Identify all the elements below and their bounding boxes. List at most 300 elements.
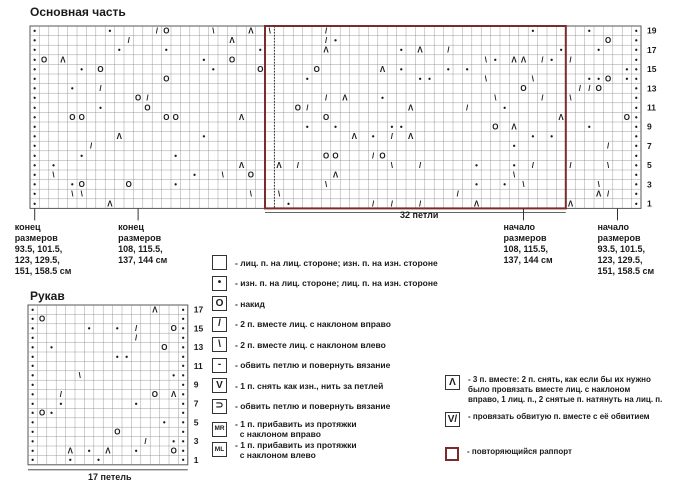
main-stitch-symbol: / [306, 103, 309, 113]
main-stitch-symbol: • [193, 170, 196, 180]
main-stitch-symbol: / [541, 55, 544, 65]
sleeve-stitch-symbol: • [181, 455, 185, 465]
legend-symbol-icon: O [212, 296, 227, 311]
legend-text: - 1 п. прибавить из протяжки с наклоном вправо [235, 419, 357, 439]
sleeve-chart-title: Рукав [30, 289, 65, 303]
main-stitch-symbol: / [390, 132, 394, 142]
main-stitch-symbol: / [588, 84, 591, 94]
main-stitch-symbol: Λ [238, 112, 245, 122]
main-stitch-symbol: O [69, 112, 76, 122]
legend-symbol-icon: • [212, 276, 227, 291]
sleeve-chart-grid [0, 0, 230, 487]
main-stitch-symbol: \ [494, 93, 497, 103]
sleeve-stitch-symbol: • [31, 361, 35, 371]
main-stitch-symbol: • [634, 141, 638, 151]
main-stitch-symbol: O [294, 103, 302, 113]
sleeve-stitch-symbol: O [114, 427, 121, 437]
main-stitch-symbol: O [623, 112, 631, 122]
legend-right-text: - 3 п. вместе: 2 п. снять, как если бы их нужно было провязать вместе лиц. с наклоном вправо, 1 лиц. п., 2 снятые п. натянуть на лиц. п. [468, 375, 663, 404]
main-stitch-symbol: Λ [520, 55, 527, 65]
main-stitch-symbol: • [634, 189, 638, 199]
main-stitch-symbol: \ [522, 180, 525, 190]
main-stitch-symbol: Λ [332, 170, 339, 180]
sleeve-stitch-symbol: • [181, 418, 185, 428]
main-stitch-symbol: • [33, 189, 37, 199]
main-stitch-symbol: • [202, 132, 206, 142]
main-stitch-symbol: O [172, 112, 179, 122]
main-stitch-symbol: • [33, 199, 37, 209]
sleeve-stitch-symbol: • [181, 305, 185, 315]
main-stitch-symbol: • [305, 74, 309, 84]
legend-row [212, 255, 438, 270]
main-stitch-symbol: \ [606, 160, 610, 170]
legend-text: - накид [235, 298, 265, 309]
sleeve-stitch-symbol: • [181, 314, 185, 324]
sleeve-stitch-symbol: • [115, 352, 119, 362]
main-stitch-symbol: O [78, 112, 85, 122]
sleeve-row-number: 7 [193, 398, 199, 409]
sleeve-stitch-symbol: Λ [105, 446, 111, 456]
sleeve-stitch-symbol: • [181, 361, 185, 371]
sleeve-stitch-symbol: • [31, 436, 35, 446]
main-stitch-symbol: / [371, 199, 375, 209]
sleeve-stitch-symbol: • [31, 455, 35, 465]
main-stitch-symbol: • [428, 74, 431, 84]
sleeve-stitch-symbol: • [31, 408, 35, 418]
main-stitch-symbol: • [634, 170, 638, 180]
main-stitch-symbol: • [33, 74, 37, 84]
main-stitch-symbol: \ [52, 170, 55, 180]
sleeve-stitch-symbol: / [134, 333, 138, 343]
legend-right-text: - повторяющийся раппорт [467, 447, 572, 456]
sleeve-stitch-symbol: • [97, 455, 100, 465]
main-stitch-symbol: • [559, 45, 563, 55]
main-stitch-symbol: \ [249, 189, 253, 199]
legend-row [212, 317, 391, 332]
sleeve-stitch-caption: 17 петель [88, 472, 132, 482]
main-row-number: 13 [647, 83, 657, 94]
main-stitch-symbol: \ [80, 189, 83, 199]
legend-symbol-icon: MR [212, 422, 227, 437]
sleeve-row-number: 1 [193, 454, 199, 465]
sleeve-stitch-symbol: • [87, 324, 91, 334]
sleeve-stitch-symbol: / [134, 324, 138, 334]
main-stitch-symbol: Λ [351, 132, 357, 142]
main-stitch-symbol: \ [569, 93, 572, 103]
sleeve-stitch-symbol: \ [78, 371, 81, 381]
main-row-number: 11 [647, 102, 656, 113]
main-stitch-symbol: • [33, 84, 37, 94]
sleeve-stitch-symbol: • [87, 446, 91, 456]
legend-symbol-icon: ML [212, 442, 227, 457]
sleeve-row-number: 9 [193, 379, 199, 390]
main-row-number: 3 [647, 179, 652, 190]
main-stitch-symbol: • [634, 64, 638, 74]
size-marker-label: начало размеров 108, 115.5, 137, 144 см [503, 222, 553, 266]
sleeve-stitch-symbol: • [162, 418, 166, 428]
main-stitch-symbol: • [33, 151, 37, 161]
main-stitch-symbol: / [324, 26, 328, 36]
main-stitch-symbol: O [78, 180, 85, 190]
sleeve-stitch-symbol: O [38, 314, 46, 324]
legend-row [212, 440, 357, 460]
main-stitch-symbol: • [33, 64, 37, 74]
sleeve-stitch-symbol: / [59, 389, 63, 399]
legend-text: - обвить петлю и повернуть вязание [235, 401, 391, 411]
legend-row [212, 399, 390, 414]
main-stitch-symbol: \ [390, 160, 394, 170]
main-stitch-symbol: / [127, 36, 130, 46]
sleeve-stitch-symbol: • [31, 418, 35, 428]
main-stitch-symbol: Λ [511, 55, 517, 65]
main-stitch-symbol: / [146, 93, 149, 103]
sleeve-stitch-symbol: / [144, 436, 147, 446]
main-stitch-symbol: Λ [417, 45, 423, 55]
main-stitch-symbol: O [228, 55, 236, 65]
main-stitch-symbol: • [334, 36, 337, 46]
main-row-number: 15 [647, 64, 657, 75]
main-stitch-symbol: \ [531, 74, 535, 84]
main-stitch-symbol: Λ [408, 132, 414, 142]
main-stitch-symbol: / [541, 93, 544, 103]
sleeve-stitch-symbol: • [31, 427, 35, 437]
main-stitch-symbol: / [155, 26, 159, 36]
sleeve-stitch-symbol: • [172, 436, 176, 446]
legend-row [212, 296, 265, 311]
main-stitch-symbol: • [634, 74, 638, 84]
main-stitch-symbol: • [33, 26, 37, 36]
sleeve-stitch-symbol: • [59, 399, 63, 409]
sleeve-stitch-symbol: • [181, 324, 185, 334]
main-stitch-symbol: • [475, 180, 478, 190]
main-stitch-symbol: • [117, 45, 121, 55]
main-stitch-symbol: O [97, 64, 104, 74]
main-stitch-symbol: • [33, 112, 37, 122]
sleeve-stitch-symbol: • [181, 380, 185, 390]
main-stitch-symbol: • [634, 26, 638, 36]
main-stitch-symbol: / [569, 160, 572, 170]
main-stitch-symbol: • [634, 93, 638, 103]
main-stitch-symbol: / [371, 151, 375, 161]
main-stitch-symbol: O [247, 170, 255, 180]
sleeve-stitch-symbol: • [31, 314, 35, 324]
sleeve-stitch-symbol: • [31, 380, 35, 390]
main-stitch-symbol: • [634, 45, 638, 55]
sleeve-stitch-symbol: • [181, 342, 185, 352]
main-stitch-symbol: Λ [511, 122, 517, 132]
main-stitch-symbol: • [587, 74, 591, 84]
legend-right-row [445, 447, 572, 461]
main-stitch-symbol: \ [324, 180, 328, 190]
main-stitch-symbol: • [33, 170, 37, 180]
main-stitch-symbol: • [164, 45, 168, 55]
main-stitch-symbol: O [322, 151, 330, 161]
main-stitch-symbol: • [399, 45, 403, 55]
legend-symbol-icon: - [212, 358, 227, 373]
main-stitch-symbol: • [634, 132, 638, 142]
main-stitch-symbol: • [634, 103, 638, 113]
main-stitch-symbol: • [465, 64, 469, 74]
main-stitch-symbol: O [134, 93, 142, 103]
main-stitch-symbol: • [334, 122, 337, 132]
sleeve-stitch-symbol: • [31, 371, 35, 381]
legend-text: - лиц. п. на лиц. стороне; изн. п. на изн. стороне [235, 257, 438, 268]
main-stitch-symbol: • [80, 64, 84, 74]
main-stitch-symbol: • [512, 141, 516, 151]
main-stitch-symbol: Λ [567, 199, 574, 209]
main-stitch-symbol: • [33, 55, 37, 65]
main-stitch-symbol: • [399, 122, 403, 132]
main-stitch-symbol: \ [597, 180, 600, 190]
main-stitch-symbol: • [33, 45, 37, 55]
main-stitch-symbol: \ [212, 26, 215, 36]
main-stitch-symbol: • [503, 103, 507, 113]
main-stitch-symbol: Λ [229, 36, 235, 46]
main-stitch-symbol: Λ [473, 199, 480, 209]
main-stitch-symbol: O [604, 74, 612, 84]
main-stitch-symbol: / [606, 141, 610, 151]
sleeve-stitch-symbol: • [31, 324, 35, 334]
main-stitch-symbol: • [390, 122, 394, 132]
main-stitch-symbol: • [634, 84, 638, 94]
sleeve-stitch-symbol: • [31, 342, 35, 352]
main-stitch-symbol: Λ [60, 55, 66, 65]
sleeve-row-number: 3 [193, 436, 199, 447]
sleeve-stitch-symbol: • [68, 455, 72, 465]
main-stitch-symbol: • [33, 180, 37, 190]
sleeve-row-number: 13 [193, 342, 204, 353]
main-stitch-symbol: • [587, 122, 591, 132]
main-stitch-symbol: Λ [276, 160, 282, 170]
main-stitch-symbol: • [512, 160, 516, 170]
sleeve-stitch-symbol: • [125, 352, 129, 362]
main-stitch-symbol: O [257, 64, 264, 74]
sleeve-stitch-symbol: • [31, 446, 35, 456]
main-row-number: 5 [647, 160, 652, 171]
main-stitch-symbol: • [634, 36, 638, 46]
sleeve-stitch-symbol: • [181, 389, 185, 399]
main-stitch-symbol: • [305, 122, 309, 132]
legend-row [212, 337, 386, 352]
main-stitch-symbol: / [465, 103, 469, 113]
sleeve-stitch-symbol: • [31, 352, 35, 362]
main-stitch-symbol: \ [484, 55, 488, 65]
main-stitch-symbol: • [587, 26, 591, 36]
main-stitch-symbol: • [634, 112, 638, 122]
legend-text: - 2 п. вместе лиц. с наклоном вправо [235, 319, 391, 329]
main-stitch-symbol: • [550, 132, 554, 142]
main-stitch-symbol: • [174, 151, 178, 161]
main-stitch-symbol: / [578, 84, 582, 94]
main-stitch-symbol: • [634, 199, 638, 209]
main-stitch-symbol: Λ [238, 160, 245, 170]
main-stitch-symbol: Λ [107, 199, 113, 209]
main-stitch-symbol: • [52, 160, 55, 170]
main-stitch-symbol: • [634, 160, 638, 170]
main-stitch-symbol: • [33, 36, 37, 46]
main-stitch-symbol: • [531, 132, 535, 142]
sleeve-stitch-symbol: • [134, 446, 138, 456]
repeat-legend-icon [445, 447, 459, 461]
legend-right-row [445, 375, 662, 405]
sleeve-stitch-symbol: • [181, 352, 185, 362]
legend-text: - 1 п. снять как изн., нить за петлей [235, 380, 384, 391]
repeat-caption: 32 петли [400, 210, 439, 220]
main-stitch-symbol: • [33, 122, 37, 132]
legend-row [212, 378, 383, 393]
main-stitch-symbol: • [503, 180, 507, 190]
main-stitch-symbol: • [211, 64, 215, 74]
sleeve-stitch-symbol: Λ [67, 446, 73, 456]
main-stitch-symbol: • [70, 84, 74, 94]
main-stitch-symbol: • [33, 160, 37, 170]
main-stitch-symbol: Λ [596, 189, 602, 199]
main-stitch-symbol: Λ [408, 103, 414, 113]
sleeve-stitch-symbol: • [181, 408, 185, 418]
wrap-knit-legend-icon: V/ [445, 412, 460, 427]
legend-row [212, 276, 438, 291]
main-stitch-symbol: O [322, 112, 330, 122]
size-marker-label: конец размеров 93.5, 101.5, 123, 129.5, 151, 158.5 см [14, 222, 72, 277]
main-stitch-symbol: • [634, 55, 638, 65]
main-stitch-symbol: O [520, 84, 527, 94]
legend-symbol-icon: V [212, 378, 227, 393]
main-stitch-symbol: \ [277, 189, 281, 199]
legend-symbol-icon: ⊃ [212, 399, 227, 414]
sleeve-stitch-symbol: • [31, 333, 35, 343]
size-marker-label: конец размеров 108, 115.5, 137, 144 см [118, 222, 168, 266]
main-stitch-symbol: • [99, 103, 102, 113]
sleeve-stitch-symbol: • [181, 446, 185, 456]
main-stitch-symbol: Λ [323, 45, 329, 55]
main-stitch-symbol: \ [71, 189, 74, 199]
sleeve-stitch-symbol: O [151, 389, 159, 399]
main-stitch-symbol: • [634, 122, 638, 132]
legend-row [212, 419, 357, 439]
main-stitch-symbol: \ [512, 170, 516, 180]
main-stitch-symbol: • [531, 26, 535, 36]
main-stitch-symbol: / [456, 189, 459, 199]
sleeve-row-number: 11 [193, 360, 203, 371]
sleeve-stitch-symbol: O [170, 324, 177, 334]
main-stitch-symbol: O [379, 151, 386, 161]
main-stitch-symbol: / [418, 160, 422, 170]
main-stitch-symbol: O [163, 112, 170, 122]
sleeve-stitch-symbol: O [161, 342, 168, 352]
legend-symbol-icon: \ [212, 337, 227, 352]
main-stitch-symbol: O [40, 55, 48, 65]
main-stitch-symbol: • [371, 132, 375, 142]
main-stitch-symbol: O [595, 84, 602, 94]
sleeve-stitch-symbol: • [172, 371, 176, 381]
legend-text: - 2 п. вместе лиц. с наклоном влево [235, 339, 386, 350]
sleeve-stitch-symbol: • [181, 436, 185, 446]
main-row-number: 7 [647, 140, 652, 151]
sleeve-stitch-symbol: • [181, 333, 185, 343]
main-stitch-symbol: • [174, 180, 178, 190]
sleeve-stitch-symbol: • [134, 399, 138, 409]
sleeve-stitch-symbol: • [181, 371, 185, 381]
main-stitch-symbol: O [492, 122, 499, 132]
main-stitch-symbol: O [332, 151, 339, 161]
sleeve-stitch-symbol: • [181, 427, 185, 437]
main-row-number: 9 [647, 121, 652, 132]
main-stitch-symbol: / [418, 199, 422, 209]
main-stitch-symbol: • [418, 74, 422, 84]
main-stitch-symbol: • [33, 141, 37, 151]
sleeve-row-number: 5 [193, 417, 199, 428]
main-stitch-symbol: • [597, 45, 601, 55]
main-stitch-symbol: • [33, 132, 37, 142]
legend-right-row [445, 412, 650, 427]
sleeve-stitch-symbol: O [170, 446, 177, 456]
sleeve-stitch-symbol: • [50, 408, 53, 418]
main-stitch-symbol: / [606, 189, 610, 199]
main-stitch-symbol: Λ [248, 26, 254, 36]
main-stitch-symbol: • [634, 151, 638, 161]
main-stitch-symbol: • [33, 93, 37, 103]
main-stitch-symbol: • [625, 74, 629, 84]
main-stitch-symbol: O [313, 64, 320, 74]
legend-symbol-icon: / [212, 317, 227, 332]
legend-row [212, 358, 390, 373]
main-stitch-symbol: O [604, 36, 612, 46]
sleeve-stitch-symbol: Λ [171, 389, 177, 399]
main-stitch-symbol: • [625, 64, 629, 74]
main-stitch-symbol: O [144, 103, 151, 113]
main-stitch-symbol: • [80, 151, 84, 161]
sleeve-stitch-symbol: • [31, 389, 35, 399]
legend-text: - 1 п. прибавить из протяжки с наклоном влево [235, 439, 357, 460]
main-stitch-symbol: / [99, 84, 102, 94]
main-stitch-symbol: • [493, 55, 497, 65]
main-stitch-symbol: • [202, 55, 206, 65]
main-chart-title: Основная часть [30, 5, 126, 19]
sleeve-border [28, 305, 188, 465]
main-stitch-symbol: / [89, 141, 93, 151]
main-stitch-symbol: / [390, 199, 394, 209]
sleeve-stitch-symbol: • [50, 342, 53, 352]
main-stitch-symbol: O [163, 74, 170, 84]
sleeve-row-number: 15 [193, 323, 204, 334]
main-stitch-symbol: • [597, 74, 601, 84]
main-stitch-symbol: • [108, 26, 112, 36]
main-stitch-symbol: • [287, 199, 290, 209]
main-row-number: 19 [647, 25, 657, 36]
legend-text: - обвить петлю и повернуть вязание [235, 360, 391, 370]
main-stitch-symbol: • [475, 160, 478, 170]
main-row-number: 17 [647, 44, 657, 55]
main-stitch-symbol: • [381, 93, 384, 103]
sleeve-stitch-symbol: Λ [152, 305, 158, 315]
main-stitch-symbol: • [70, 180, 74, 190]
main-stitch-symbol: • [446, 64, 450, 74]
main-stitch-symbol: / [324, 93, 328, 103]
main-stitch-symbol: • [550, 55, 554, 65]
main-stitch-symbol: O [163, 26, 170, 36]
main-stitch-symbol: • [33, 103, 37, 113]
main-row-number: 1 [647, 198, 652, 209]
main-stitch-symbol: / [531, 160, 535, 170]
sleeve-row-number: 17 [193, 304, 204, 315]
main-stitch-symbol: / [296, 160, 300, 170]
sk2p-legend-icon: Λ [445, 375, 460, 390]
sleeve-stitch-symbol: • [31, 305, 35, 315]
sleeve-stitch-symbol: O [38, 408, 46, 418]
legend-right-text: - провязать обвитую п. вместе с её обвитием [468, 412, 650, 421]
legend-symbol-icon [212, 255, 227, 270]
main-stitch-symbol: Λ [342, 93, 348, 103]
